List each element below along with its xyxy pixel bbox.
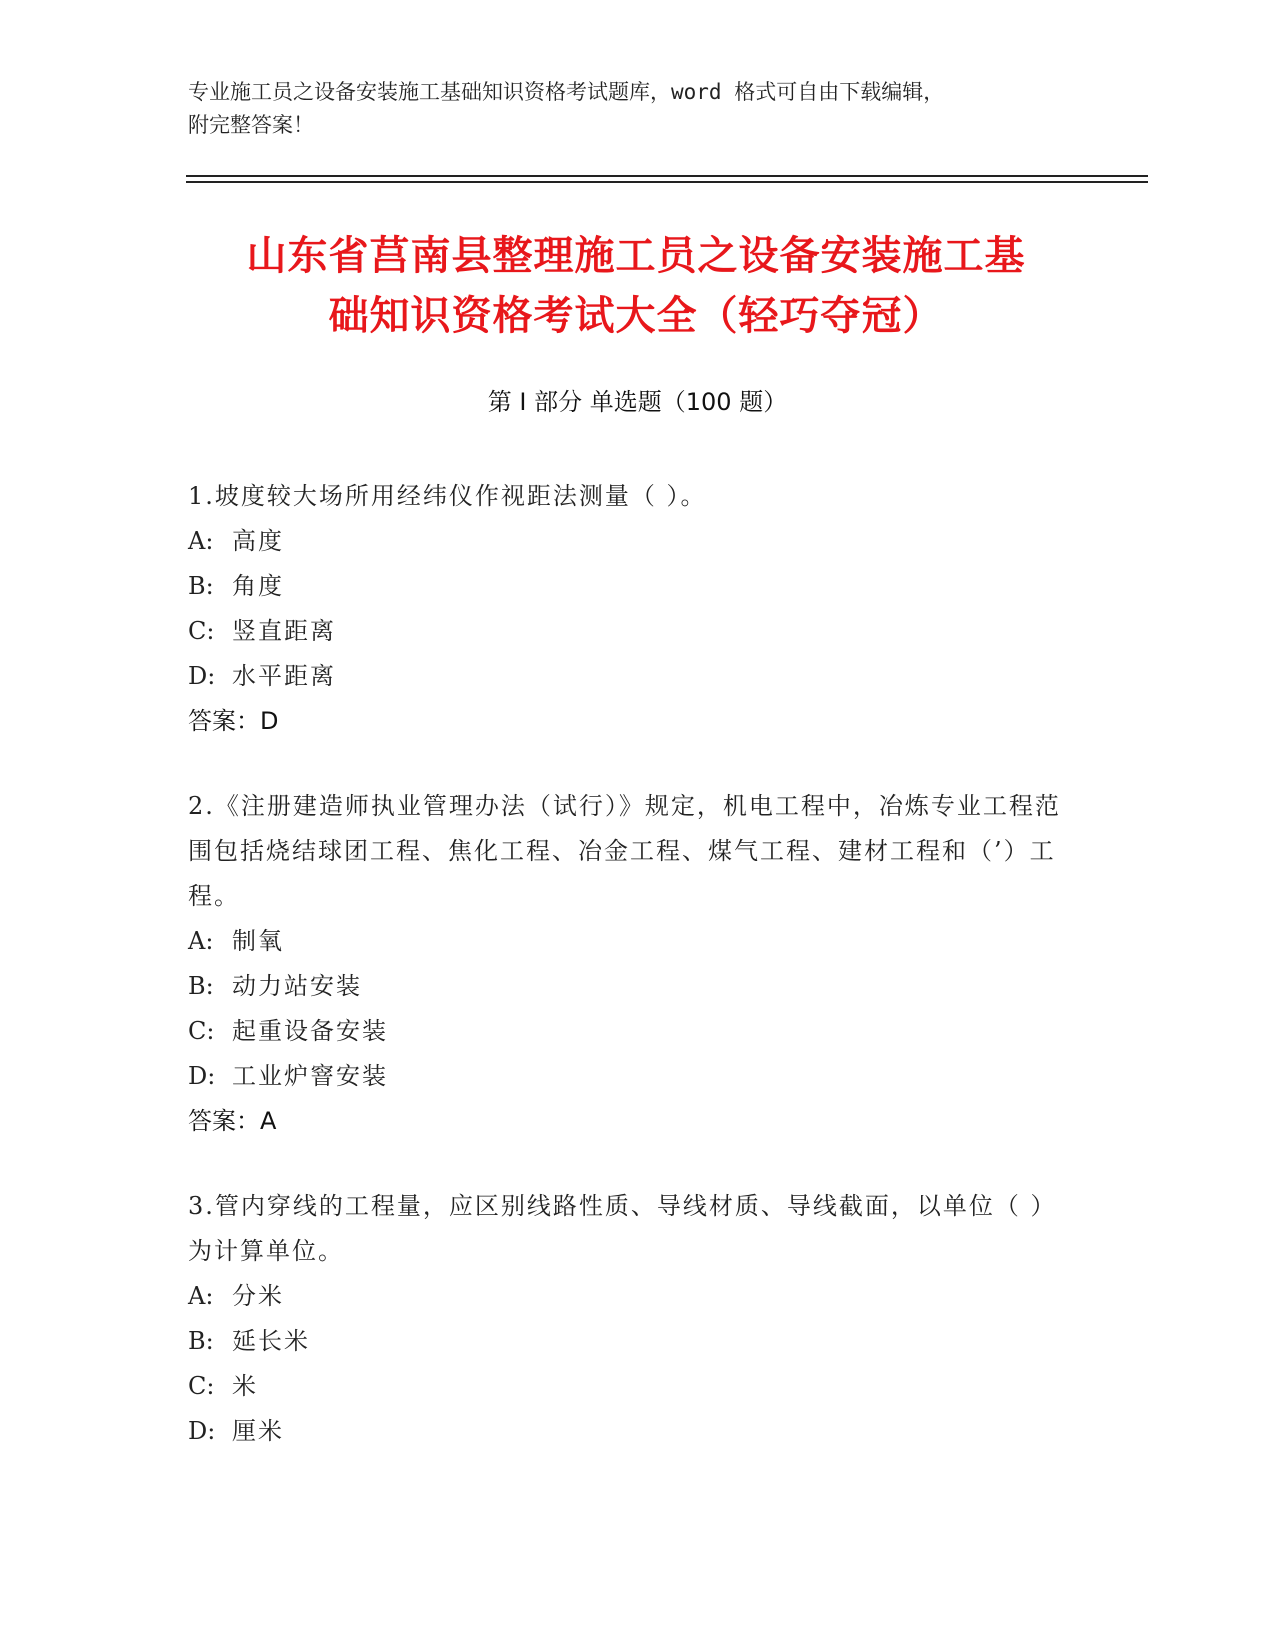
option-key: A: [188,927,214,955]
option-text: 厘米 [232,1417,284,1445]
option-text: 起重设备安装 [232,1017,388,1045]
option-text: 分米 [232,1282,284,1310]
option-key: A: [188,1282,214,1310]
option-c [188,1364,1068,1409]
document-title [186,226,1086,346]
option-c [188,609,1068,654]
header-rule-top [186,175,1148,177]
option-d [188,654,1068,699]
question-2 [188,784,1068,1144]
option-key: B: [188,1327,214,1355]
header-note [188,76,1068,142]
option-key: D: [188,662,216,690]
option-d [188,1054,1068,1099]
option-key: C: [188,617,215,645]
option-a [188,1274,1068,1319]
option-key: D: [188,1062,216,1090]
option-text: 动力站安装 [232,972,362,1000]
option-text: 高度 [232,527,284,555]
option-text: 延长米 [232,1327,310,1355]
document-title-line-2: 础知识资格考试大全（轻巧夺冠） [328,293,944,339]
option-text: 米 [232,1372,258,1400]
option-a [188,519,1068,564]
option-text: 工业炉窨安装 [232,1062,388,1090]
option-key: A: [188,527,214,555]
answer-line: 答案：A [188,1107,277,1135]
option-b [188,1319,1068,1364]
document-title-line-1: 山东省莒南县整理施工员之设备安装施工基 [246,233,1026,279]
option-key: C: [188,1372,215,1400]
question-stem: 1.坡度较大场所用经纬仪作视距法测量（ ）。 [188,482,707,510]
option-key: B: [188,972,214,1000]
option-d [188,1409,1068,1454]
header-note-line-2: 附完整答案！ [188,113,314,137]
option-key: B: [188,572,214,600]
option-text: 水平距离 [232,662,336,690]
question-1 [188,474,1068,744]
question-list [188,474,1068,1494]
option-text: 角度 [232,572,284,600]
option-text: 制氧 [232,927,284,955]
option-key: C: [188,1017,215,1045]
option-c [188,1009,1068,1054]
question-stem: 2.《注册建造师执业管理办法（试行）》规定，机电工程中，冶炼专业工程范围包括烧结球团工程、焦化工程、冶金工程、煤气工程、建材工程和（’）工程。 [188,792,1061,910]
question-3 [188,1184,1068,1454]
option-a [188,919,1068,964]
option-b [188,564,1068,609]
header-note-line-1: 专业施工员之设备安装施工基础知识资格考试题库，word 格式可自由下载编辑， [188,80,945,104]
question-stem: 3.管内穿线的工程量，应区别线路性质、导线材质、导线截面，以单位（ ）为计算单位。 [188,1192,1057,1265]
section-heading: 第 I 部分 单选题（100 题） [487,388,788,416]
option-b [188,964,1068,1009]
option-text: 竖直距离 [232,617,336,645]
header-rule-bottom [186,181,1148,183]
answer-line: 答案：D [188,707,279,735]
option-key: D: [188,1417,216,1445]
